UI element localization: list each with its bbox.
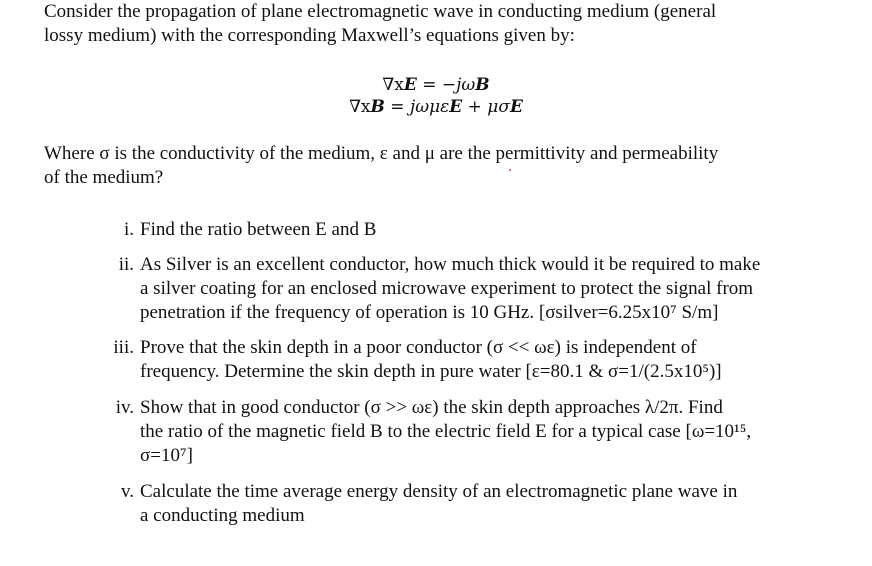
item-line: frequency. Determine the skin depth in pure water [ε=80.1 & σ=1/(2.5x10⁵)] xyxy=(140,361,722,382)
item-line: σ=10⁷] xyxy=(140,445,193,466)
where-line-2: of the medium? xyxy=(44,167,164,188)
item-text xyxy=(140,253,830,325)
item-number: ii. xyxy=(118,254,134,275)
item-text xyxy=(140,396,830,468)
item-line: Calculate the time average energy density of an electromagnetic plane wave in xyxy=(140,481,738,502)
eq1-rhs-variable: B xyxy=(475,75,490,95)
item-line: As Silver is an excellent conductor, how much thick would it be required to make xyxy=(140,254,761,275)
item-line: a conducting medium xyxy=(140,505,305,526)
item-line: a silver coating for an enclosed microwave experiment to protect the signal from xyxy=(140,278,754,299)
eq2-rhs-b: + μσ xyxy=(462,97,510,117)
intro-line-2: lossy medium) with the corresponding Maxwell’s equations given by: xyxy=(44,25,575,46)
eq1-rhs: = −jω xyxy=(416,75,476,95)
eq2-lhs-variable: B xyxy=(370,97,385,117)
item-number: v. xyxy=(120,481,134,502)
item-number: iii. xyxy=(113,337,134,358)
eq2-operator: ∇x xyxy=(349,97,371,117)
intro-line-1: Consider the propagation of plane electromagnetic wave in conducting medium (general xyxy=(44,1,717,22)
item-number: i. xyxy=(123,219,134,240)
equation-faraday xyxy=(0,74,872,96)
item-text xyxy=(140,336,830,384)
eq1-lhs-variable: E xyxy=(403,75,417,95)
equation-ampere xyxy=(0,96,872,118)
item-line: the ratio of the magnetic field B to the electric field E for a typical case [ω=10¹⁵, xyxy=(140,421,752,442)
item-line: penetration if the frequency of operation is 10 GHz. [σsilver=6.25x10⁷ S/m] xyxy=(140,302,719,323)
where-paragraph xyxy=(44,142,844,190)
stray-red-dot xyxy=(509,169,511,171)
item-text xyxy=(140,480,830,528)
item-line: Show that in good conductor (σ >> ωε) the skin depth approaches λ/2π. Find xyxy=(140,397,723,418)
item-line: Prove that the skin depth in a poor conductor (σ << ωε) is independent of xyxy=(140,337,697,358)
eq1-operator: ∇x xyxy=(382,75,404,95)
eq2-rhs-variable-b: E xyxy=(509,97,523,117)
item-line: Find the ratio between E and B xyxy=(140,219,377,240)
item-number: iv. xyxy=(115,397,134,418)
where-line-1: Where σ is the conductivity of the medium, ε and μ are the permittivity and permeability xyxy=(44,143,719,164)
eq2-rhs-variable-a: E xyxy=(449,97,463,117)
intro-paragraph xyxy=(44,0,844,48)
item-text xyxy=(140,218,830,242)
eq2-rhs-a: = jωμε xyxy=(384,97,450,117)
